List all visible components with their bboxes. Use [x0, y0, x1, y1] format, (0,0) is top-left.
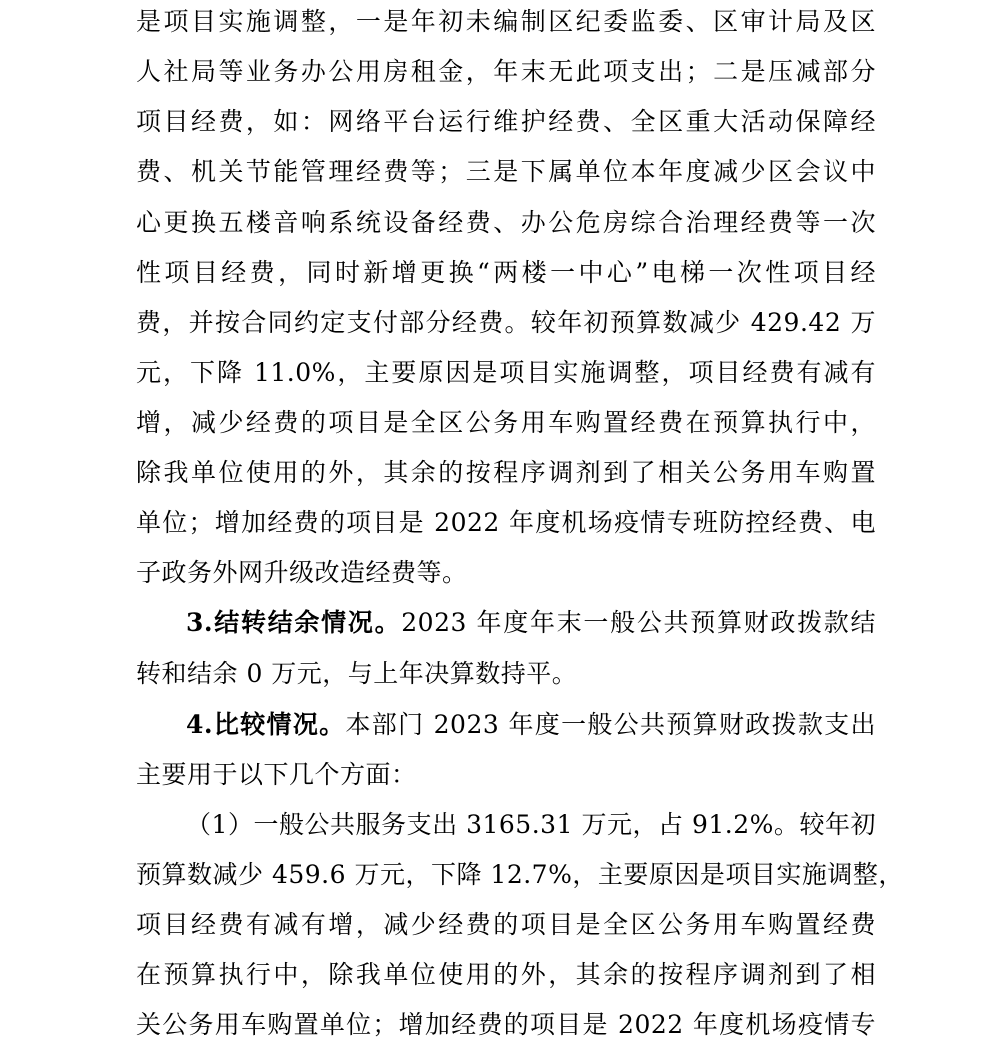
text-line: 预算数减少 459.6 万元，下降 12.7%，主要原因是项目实施调整，	[136, 860, 904, 889]
paragraph-3-line-1	[186, 603, 876, 643]
text-line: 费、机关节能管理经费等；三是下属单位本年度减少区会议中	[136, 157, 876, 186]
text-line: 增，减少经费的项目是全区公务用车购置经费在预算执行中，	[136, 408, 876, 437]
paragraph-4-heading: 4.比较情况。	[186, 710, 346, 739]
text-line: 费，并按合同约定支付部分经费。较年初预算数减少 429.42 万	[136, 308, 876, 337]
text-line: 单位；增加经费的项目是 2022 年度机场疫情专班防控经费、电	[136, 508, 876, 537]
text-line: 性项目经费，同时新增更换“两楼一中心”电梯一次性项目经	[136, 258, 876, 287]
text-line: 人社局等业务办公用房租金，年末无此项支出；二是压减部分	[136, 57, 876, 86]
paragraph-4-text: 本部门 2023 年度一般公共预算财政拨款支出	[345, 710, 876, 739]
text-line: 除我单位使用的外，其余的按程序调剂到了相关公务用车购置	[136, 458, 876, 487]
paragraph-4-line-1	[186, 705, 876, 745]
text-line: （1）一般公共服务支出 3165.31 万元，占 91.2%。较年初	[186, 810, 876, 839]
text-line: 元，下降 11.0%，主要原因是项目实施调整，项目经费有减有	[136, 358, 876, 387]
text-line: 关公务用车购置单位；增加经费的项目是 2022 年度机场疫情专	[136, 1010, 876, 1039]
paragraph-3-heading: 3.结转结余情况。	[186, 608, 402, 637]
text-line: 心更换五楼音响系统设备经费、办公危房综合治理经费等一次	[136, 208, 876, 237]
paragraph-3-text: 2023 年度年末一般公共预算财政拨款结	[401, 608, 876, 637]
text-line: 项目经费，如：网络平台运行维护经费、全区重大活动保障经	[136, 107, 876, 136]
text-line: 子政务外网升级改造经费等。	[136, 558, 468, 587]
text-line: 项目经费有减有增，减少经费的项目是全区公务用车购置经费	[136, 910, 876, 939]
text-line: 主要用于以下几个方面：	[136, 760, 417, 789]
text-line: 在预算执行中，除我单位使用的外，其余的按程序调剂到了相	[136, 960, 876, 989]
text-line: 是项目实施调整，一是年初未编制区纪委监委、区审计局及区	[136, 7, 876, 36]
text-line: 转和结余 0 万元，与上年决算数持平。	[136, 659, 578, 688]
